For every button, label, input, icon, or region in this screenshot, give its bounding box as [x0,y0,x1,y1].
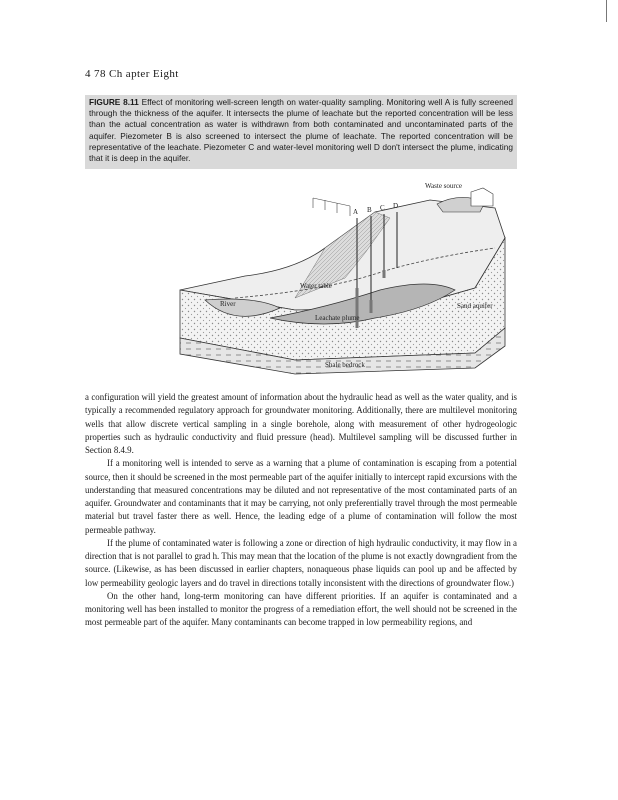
fence [313,198,350,216]
figure-label: FIGURE 8.11 [89,97,139,107]
paragraph: a configuration will yield the greatest amount of information about the hydraulic head as well as the water quality, and is typically a recommended regulatory approach for groundwater monitoring. Additionally, there are multilevel monitoring wells that allow discrete vertical sampling in a single borehole, along with measurement of other hydrogeologic properties such as hydraulic conductivity and fluid pressure (head). Multilevel sampling will be discussed further in Section 8.4.9. [85,392,517,455]
label-well-c: C [380,204,385,212]
waste-building [471,188,493,206]
label-river: River [220,300,236,308]
paragraph: On the other hand, long-term monitoring can have different priorities. If an aquifer is contaminated and a monitoring well has been installed to monitor the progress of a remediation effort, the well should not be screened in the most permeable part of the aquifer. Many contaminants can become trapped in low permeability regions, and [85,590,517,628]
label-leachate-plume: Leachate plume [315,314,360,322]
well-b-screen [370,300,373,313]
figure-caption [85,95,517,169]
well-c-screen [383,270,386,278]
paragraph: If the plume of contaminated water is following a zone or direction of high hydraulic conductivity, it may flow in a direction that is not parallel to grad h. This may mean that the location of the plume is not exactly downgradient from the source. (Likewise, as has been discussed in earlier chapters, nonaqueous phase liquids can pool up and be affected by low permeability geologic layers and do travel in directions totally inconsistent with the directions of groundwater flow.) [85,537,517,588]
label-well-b: B [367,206,372,214]
label-well-d: D [393,202,399,210]
page-edge-line [606,0,607,22]
caption-text: Effect of monitoring well-screen length on water-quality sampling. Monitoring well A is fully screened through the thickness of the aquifer. It intersects the plume of leachate but the reported concentration will be less than the actual concentration as water is withdrawn from both contaminated and uncontaminated parts of the aquifer. Piezometer B is also screened to intersect the plume of leachate. The reported concentration will be representative of the leachate. Piezometer C and water-level monitoring well D don't intersect the plume, indicating that it is deep in the aquifer. [89,97,513,164]
block-diagram-figure [175,178,510,376]
label-water-table: Water table [300,282,332,290]
well-a-screen [356,288,359,328]
label-shale-bedrock: Shale bedrock [325,361,365,369]
body-text [85,391,517,630]
label-sand-aquifer: Sand aquifer [457,302,493,310]
running-header: 4 78 Ch apter Eight [85,68,179,80]
label-well-a: A [353,208,359,216]
label-waste-source: Waste source [425,182,462,190]
paragraph: If a monitoring well is intended to serve as a warning that a plume of contamination is escaping from a potential source, then it should be screened in the most permeable part of the aquifer initially to intercept rapid excursions with the understanding that measured concentrations may be diluted and not representative of the most contaminated parts of an aquifer. Groundwater and contaminants that it may be carrying, not only preferentially travel through the most permeable material but travel faster there as well. Hence, the leading edge of a plume of contamination will follow the most permeable pathway. [85,458,517,535]
